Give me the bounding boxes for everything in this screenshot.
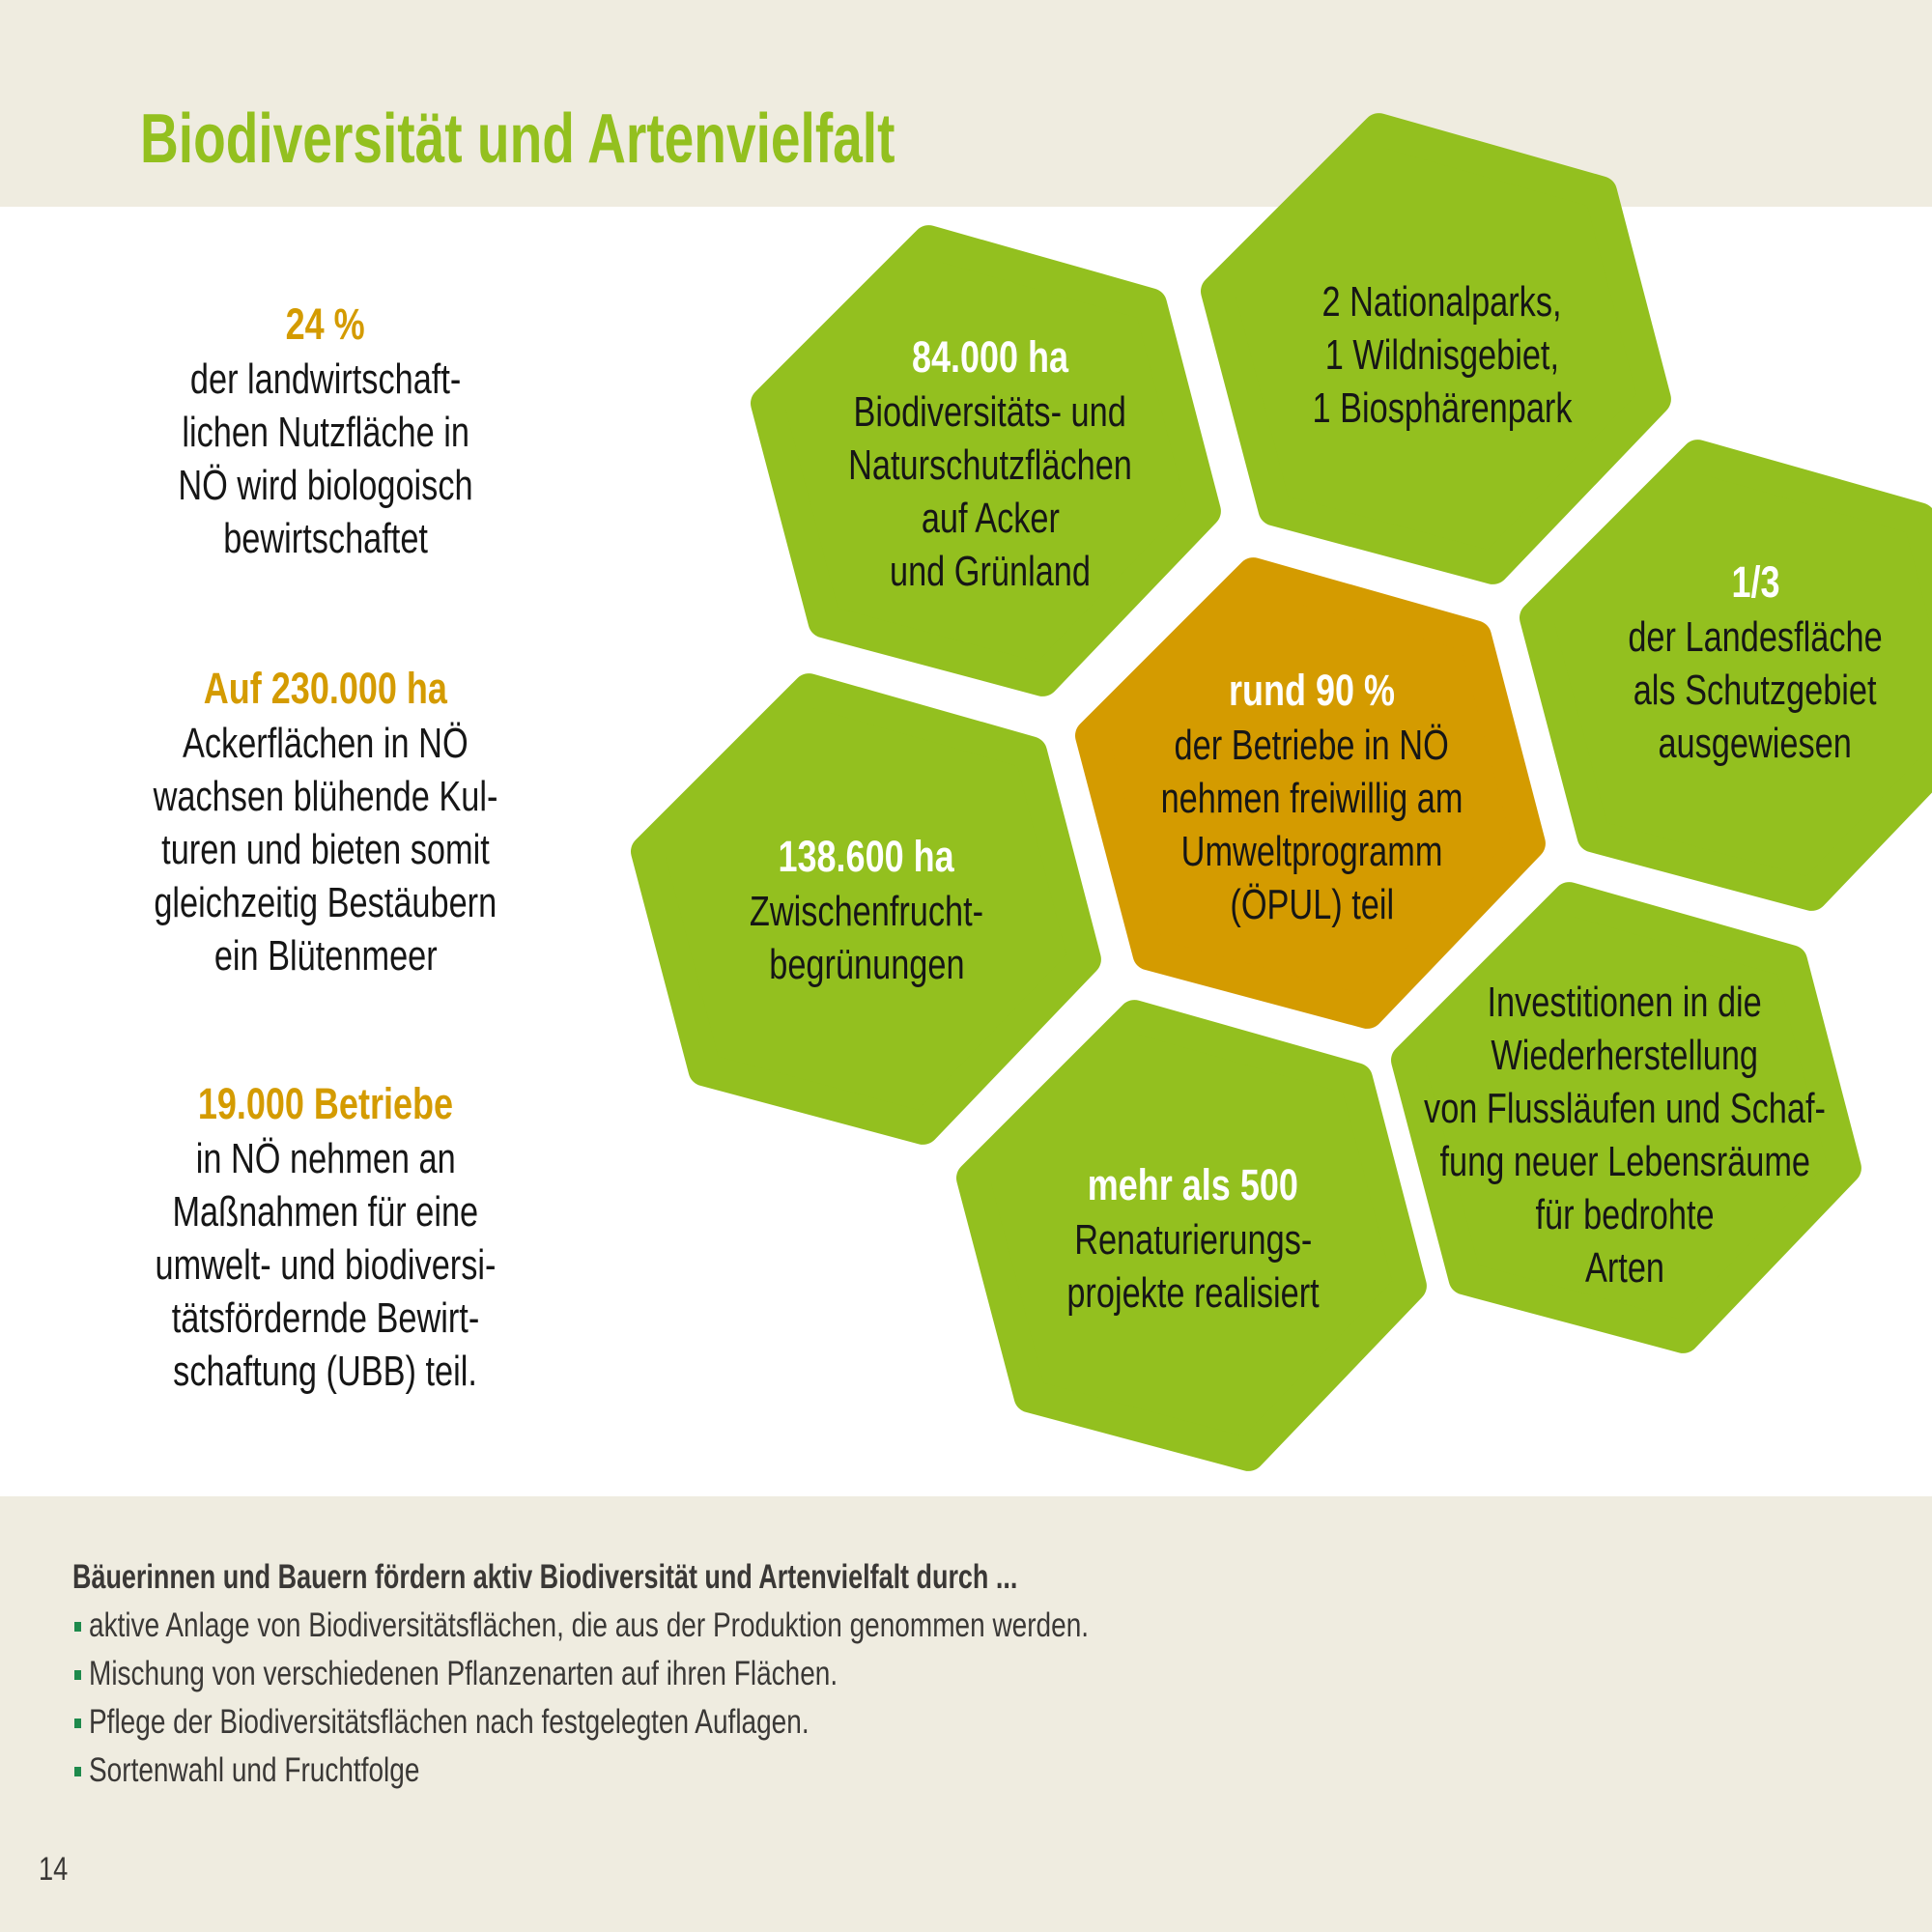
hex-line: Wiederherstellung xyxy=(1491,1032,1759,1079)
hex-line: für bedrohte xyxy=(1535,1191,1715,1238)
hex-line: Umweltprogramm xyxy=(1180,828,1443,875)
fact-line: Maßnahmen für eine xyxy=(172,1188,479,1236)
bullet-square-icon xyxy=(74,1670,81,1680)
hex-line: Arten xyxy=(1584,1244,1665,1292)
list-item xyxy=(72,1698,1860,1747)
fact-line: in NÖ nehmen an xyxy=(195,1135,456,1182)
page-title: Biodiversität und Artenvielfalt xyxy=(140,100,895,178)
list-item xyxy=(72,1650,1860,1698)
hex-headline: mehr als 500 xyxy=(1087,1160,1299,1209)
hex-line: der Landesfläche xyxy=(1628,613,1883,661)
summary-bullet-list xyxy=(72,1602,1860,1795)
hex-headline: 138.600 ha xyxy=(778,832,955,881)
summary-heading: Bäuerinnen und Bauern fördern aktiv Biodiversität und Artenvielfalt durch ... xyxy=(72,1558,1018,1596)
summary-section xyxy=(72,1553,1860,1795)
bullet-square-icon xyxy=(74,1622,81,1632)
list-item-text: aktive Anlage von Biodiversitätsflächen, die aus der Produktion genommen werden. xyxy=(89,1606,1090,1644)
list-item xyxy=(72,1602,1860,1650)
hex-line: ausgewiesen xyxy=(1658,720,1853,767)
hex-line: der Betriebe in NÖ xyxy=(1174,722,1450,769)
hex-line: Biodiversitäts- und xyxy=(853,388,1127,436)
hex-line: und Grünland xyxy=(890,548,1091,595)
fact-line: ein Blütenmeer xyxy=(213,932,438,980)
fact-line: tätsfördernde Bewirt- xyxy=(171,1294,480,1342)
fact-line: der landwirtschaft- xyxy=(189,355,462,403)
hex-line: Zwischenfrucht- xyxy=(749,888,984,935)
fact-headline: Auf 230.000 ha xyxy=(203,664,448,713)
hex-line: 1 Biosphärenpark xyxy=(1312,384,1573,432)
bullet-square-icon xyxy=(74,1719,81,1728)
hex-headline: rund 90 % xyxy=(1228,666,1396,715)
fact-line: gleichzeitig Bestäubern xyxy=(154,879,497,926)
hex-headline: 1/3 xyxy=(1730,557,1780,607)
hex-line: nehmen freiwillig am xyxy=(1160,775,1463,822)
hex-line: als Schutzgebiet xyxy=(1634,667,1877,714)
fact-line: lichen Nutzfläche in xyxy=(182,409,469,456)
page-number: 14 xyxy=(39,1851,69,1888)
hex-line: 2 Nationalparks, xyxy=(1321,278,1563,326)
fact-headline: 19.000 Betriebe xyxy=(197,1079,454,1128)
fact-line: schaftung (UBB) teil. xyxy=(173,1348,478,1395)
fact-line: Ackerflächen in NÖ xyxy=(183,720,469,767)
hex-line: Renaturierungs- xyxy=(1073,1216,1313,1264)
hex-line: projekte realisiert xyxy=(1066,1269,1320,1317)
fact-headline: 24 % xyxy=(285,299,366,349)
list-item-text: Pflege der Biodiversitätsflächen nach festgelegten Auflagen. xyxy=(89,1703,810,1741)
fact-line: NÖ wird biologoisch xyxy=(178,462,473,509)
list-item-text: Mischung von verschiedenen Pflanzenarten auf ihren Flächen. xyxy=(89,1655,838,1692)
hex-line: fung neuer Lebensräume xyxy=(1439,1138,1810,1185)
hex-line: von Flussläufen und Schaf- xyxy=(1424,1085,1826,1132)
hex-line: (ÖPUL) teil xyxy=(1230,881,1394,928)
bullet-square-icon xyxy=(74,1767,81,1776)
fact-line: umwelt- und biodiversi- xyxy=(155,1241,497,1289)
hex-line: 1 Wildnisgebiet, xyxy=(1324,331,1560,379)
list-item xyxy=(72,1747,1860,1795)
hex-line: Naturschutzflächen xyxy=(848,441,1132,489)
hex-headline: 84.000 ha xyxy=(911,332,1069,382)
fact-line: bewirtschaftet xyxy=(223,515,428,562)
hex-line: auf Acker xyxy=(921,495,1060,542)
hex-line: begrünungen xyxy=(768,941,965,988)
hex-line: Investitionen in die xyxy=(1487,979,1763,1026)
fact-line: turen und bieten somit xyxy=(161,826,490,873)
list-item-text: Sortenwahl und Fruchtfolge xyxy=(89,1751,420,1789)
fact-line: wachsen blühende Kul- xyxy=(153,773,498,820)
